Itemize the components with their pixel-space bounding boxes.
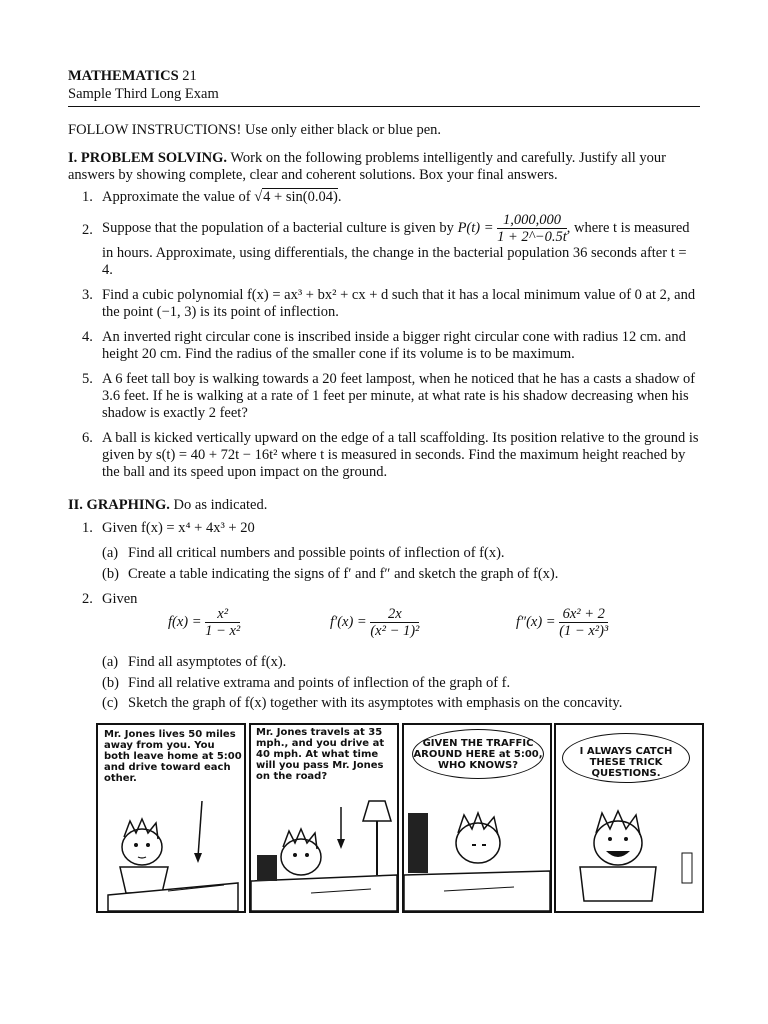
part1-intro — [68, 150, 700, 184]
caption-panel-1: Mr. Jones lives 50 miles away from you. You both leave home at 5:00 and drive toward each other. — [104, 729, 242, 784]
speech-bubble-panel-4: I ALWAYS CATCH THESE TRICK QUESTIONS. — [562, 733, 690, 783]
part-text: Find all relative extrama and points of inflection of the graph of f. — [128, 675, 511, 691]
fraction-denominator: 1 − x² — [205, 623, 241, 639]
part-text: Sketch the graph of f(x) together with its asymptotes with emphasis on the concavity. — [128, 695, 623, 711]
problem-number: 4. — [82, 329, 93, 345]
problem-number: 5. — [82, 371, 93, 387]
problem-text — [102, 212, 700, 279]
problem-number: 6. — [82, 430, 93, 446]
derivative-equations — [68, 606, 700, 646]
course-title — [68, 68, 197, 85]
population-fraction — [497, 212, 567, 245]
f-prime-equation — [330, 606, 419, 639]
part1-intro-text: Work on the following problems intelligently and carefully. Justify all your answers by showing complete, clear and coherent solutions. Box your final answers. — [68, 150, 666, 183]
problem-text-pre: Approximate the value of — [102, 189, 255, 205]
problem-text: A ball is kicked vertically upward on the edge of a tall scaffolding. Its position relative to the ground is given by s(t) = 40 + 72t − 16t² where t is measured in seconds. Find the maximum height reached by the ball and its speed upon impact on the ground. — [102, 430, 699, 480]
f-double-prime-equation — [516, 606, 608, 639]
fraction-numerator: 1,000,000 — [497, 212, 567, 229]
boy-grinning-drawing — [556, 725, 702, 911]
comic-panel-1 — [96, 723, 246, 913]
part-label: (b) — [102, 675, 119, 691]
equation-lhs: f′(x) = — [330, 613, 367, 630]
problem-text-pre: Suppose that the population of a bacterial culture is given by — [102, 219, 458, 236]
problem-number: 2. — [82, 222, 93, 238]
boy-desk-drawing — [98, 725, 244, 911]
problem-number: 3. — [82, 287, 93, 303]
part2-heading: II. GRAPHING. — [68, 497, 170, 513]
fraction-numerator: x² — [205, 606, 240, 623]
course-name: MATHEMATICS — [68, 68, 179, 84]
fraction-denominator: 1 + 2^−0.5t — [497, 229, 567, 245]
part-label: (c) — [102, 695, 119, 711]
part2-intro — [68, 497, 700, 514]
equation-fraction — [559, 606, 608, 639]
problem-text-post: . — [337, 189, 342, 205]
caption-panel-2: Mr. Jones travels at 35 mph., and you drive at 40 mph. At what time will you pass Mr. Jones on the road? — [256, 727, 385, 782]
header-rule — [68, 106, 700, 107]
problem-text: Find a cubic polynomial f(x) = ax³ + bx² + cx + d such that it has a local minimum value of 0 at 2, and the point (−1, 3) is its point of inflection. — [102, 287, 696, 320]
problem-text: An inverted right circular cone is inscribed inside a bigger right circular cone with radius 12 cm. and height 20 cm. Find the radius of the smaller cone if its volume is to be maximum. — [102, 329, 686, 362]
exam-subtitle: Sample Third Long Exam — [68, 86, 219, 102]
question-number: 2. — [82, 591, 93, 607]
graphing-q2-part-b — [102, 675, 700, 692]
fraction-numerator: 2x — [370, 606, 419, 623]
equation-fraction — [370, 606, 419, 639]
problem-text: A 6 feet tall boy is walking towards a 20 feet lampost, when he noticed that he has a casts a shadow of 3.6 feet. If he is walking at a rate of 1 feet per minute, at what rate is his shadow decreasing when his shadow is exactly 2 feet? — [102, 371, 696, 421]
question-number: 1. — [82, 520, 93, 536]
graphing-q1-part-b — [102, 566, 700, 583]
question-given: Given — [102, 591, 138, 607]
boy-writing-drawing — [404, 725, 550, 911]
equation-fraction — [205, 606, 240, 639]
question-given: Given f(x) = x⁴ + 4x³ + 20 — [102, 520, 255, 536]
comic-panel-3 — [402, 723, 552, 913]
sqrt-symbol: √ — [254, 189, 263, 205]
fraction-denominator: (1 − x²)³ — [559, 623, 609, 639]
problem-text-post: , where t is measured in hours. Approximate, using differentials, the change in the bacterial population 36 seconds after t = 4. — [102, 219, 690, 278]
comic-panel-4 — [554, 723, 704, 913]
course-number: 21 — [182, 68, 197, 84]
boy-lamp-drawing — [251, 725, 397, 911]
f-equation — [168, 606, 240, 639]
equation-lhs: f″(x) = — [516, 613, 556, 630]
part-label: (b) — [102, 566, 119, 582]
part-text: Find all critical numbers and possible points of inflection of f(x). — [128, 545, 505, 561]
problem-number: 1. — [82, 189, 93, 205]
instructions: FOLLOW INSTRUCTIONS! Use only either black or blue pen. — [68, 122, 442, 138]
graphing-q2-part-c — [102, 695, 700, 712]
equation-lhs: f(x) = — [168, 613, 202, 630]
part-label: (a) — [102, 654, 119, 670]
part1-heading: I. PROBLEM SOLVING. — [68, 150, 227, 166]
comic-panel-2 — [249, 723, 399, 913]
speech-bubble-panel-3: GIVEN THE TRAFFIC AROUND HERE at 5:00, WHO KNOWS? — [412, 729, 544, 779]
part-label: (a) — [102, 545, 119, 561]
function-name: P(t) = — [457, 219, 494, 236]
graphing-q2-part-a — [102, 654, 700, 671]
fraction-numerator: 6x² + 2 — [559, 606, 608, 623]
radicand: 4 + sin(0.04) — [263, 189, 338, 205]
part-text: Create a table indicating the signs of f′ and f″ and sketch the graph of f(x). — [128, 566, 559, 582]
part-text: Find all asymptotes of f(x). — [128, 654, 287, 670]
graphing-q1-part-a — [102, 545, 700, 562]
comic-strip — [96, 723, 700, 911]
fraction-denominator: (x² − 1)² — [370, 623, 420, 639]
problem-text — [102, 189, 700, 206]
part2-intro-text: Do as indicated. — [173, 497, 268, 513]
